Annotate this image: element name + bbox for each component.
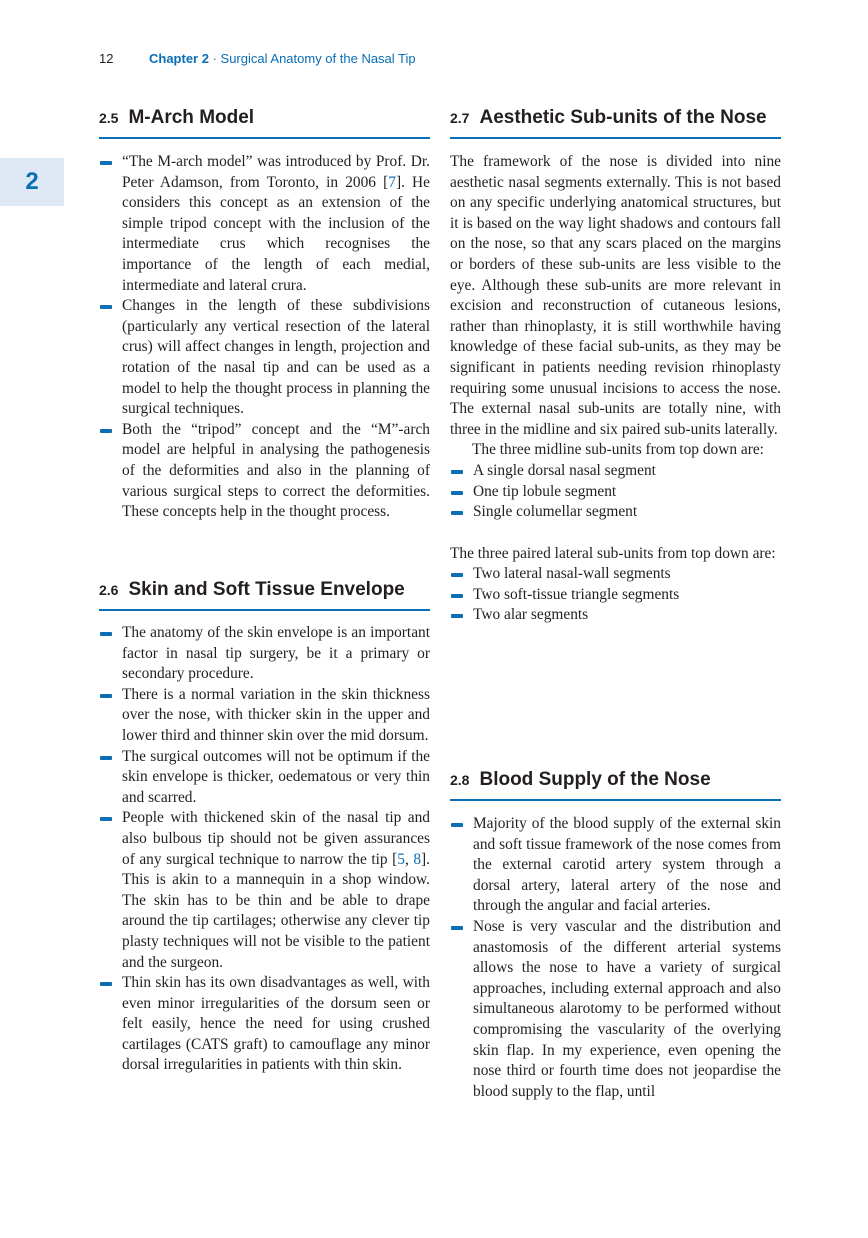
section-title: Blood Supply of the Nose xyxy=(479,769,711,790)
section-body-2-5 xyxy=(99,152,430,523)
midline-list xyxy=(450,461,781,523)
section-body-2-8 xyxy=(450,814,781,1102)
list-item: People with thickened skin of the nasal tip and also bulbous tip should not be given assurances of any surgical technique to narrow the tip [5, 8]. This is akin to a mannequin in a shop window. The skin has to be thin and be able to drape around the tip cartilages; otherwise any clever tip plasty techniques will not be visible to the patient and the surgeon. xyxy=(99,808,430,973)
list-item: “The M-arch model” was introduced by Prof. Dr. Peter Adamson, from Toronto, in 2006 [7]. He considers this concept as an extension of the simple tripod concept with the inclusion of the intermediate crus which recognises the importance of the length of each medial, intermediate and lateral crura. xyxy=(99,152,430,296)
citation-link[interactable]: 8 xyxy=(413,850,422,868)
list-item: There is a normal variation in the skin thickness over the nose, with thicker skin in the upper and lower third and thinner skin over the mid dorsum. xyxy=(99,685,430,747)
page-header xyxy=(99,51,416,66)
section-title: M-Arch Model xyxy=(128,107,255,128)
running-head xyxy=(149,51,416,66)
paired-intro: The three paired lateral sub-units from top down are: xyxy=(450,544,776,562)
chapter-separator: · xyxy=(208,51,221,66)
section-heading-2-6 xyxy=(99,578,430,611)
list-item: Nose is very vascular and the distribution and anastomosis of the different arterial systems allows the nose to have a variety of surgical approaches, including external approach and also simultaneous alarotomy to be performed without compromising the vascularity of the overlying skin flap. In my experience, even opening the nose third or fourth time does not jeopardise the blood supply to the flap, until xyxy=(450,917,781,1102)
list-item: Single columellar segment xyxy=(450,502,781,523)
list-item: Changes in the length of these subdivisions (particularly any vertical resection of the lateral crus) will affect changes in length, projection and rotation of the nasal tip and can be used as a model to help the thought process in planning the surgical techniques. xyxy=(99,296,430,420)
body-paragraph: The framework of the nose is divided into nine aesthetic nasal segments externally. This is not based on any specific underlying anatomical structures, but it is based on the way light shadows and contours fall on the nose, so that any scars placed on the margins or borders of these sub-units are less visible to the eye. Although these sub-units are more relevant in excision and reconstruction of cutaneous lesions, rather than rhinoplasty, it is still worthwhile having knowledge of these facial sub-units, as they may be significant in patients needing revision rhinoplasty requiring some unusual incisions to access the nose. The external nasal sub-units are totally nine, with three in the midline and six paired sub-units laterally. xyxy=(450,153,781,438)
bullet-list xyxy=(450,814,781,1102)
list-item: Two alar segments xyxy=(450,605,781,626)
midline-intro: The three midline sub-units from top down are: xyxy=(472,441,764,459)
section-heading-2-5 xyxy=(99,106,430,139)
list-item: The anatomy of the skin envelope is an important factor in nasal tip surgery, be it a primary or secondary procedure. xyxy=(99,623,430,685)
section-title: Aesthetic Sub-units of the Nose xyxy=(479,107,767,128)
paired-list xyxy=(450,564,781,626)
section-title: Skin and Soft Tissue Envelope xyxy=(128,579,405,600)
chapter-label: Chapter 2 xyxy=(149,51,209,66)
citation-link[interactable]: 5 xyxy=(397,850,405,868)
bullet-list xyxy=(99,623,430,1076)
section-number: 2.8 xyxy=(450,772,470,788)
citation-link[interactable]: 7 xyxy=(388,173,396,191)
section-body-2-6 xyxy=(99,623,430,1076)
section-number: 2.5 xyxy=(99,110,119,126)
bullet-list xyxy=(99,152,430,523)
section-heading-2-7 xyxy=(450,106,781,139)
section-body-2-7 xyxy=(450,152,781,626)
section-number: 2.6 xyxy=(99,582,119,598)
list-item: Both the “tripod” concept and the “M”-arch model are helpful in analysing the pathogenesis of the deformities and also in the planning of various surgical steps to correct the deformities. These concepts help in the thought process. xyxy=(99,420,430,523)
list-item: A single dorsal nasal segment xyxy=(450,461,781,482)
list-item: One tip lobule segment xyxy=(450,482,781,503)
chapter-title: Surgical Anatomy of the Nasal Tip xyxy=(220,51,416,66)
list-item: Two soft-tissue triangle segments xyxy=(450,585,781,606)
page-number: 12 xyxy=(99,51,114,66)
section-heading-2-8 xyxy=(450,768,781,801)
list-item: The surgical outcomes will not be optimum if the skin envelope is thicker, oedematous or very thin and scarred. xyxy=(99,747,430,809)
chapter-tab: 2 xyxy=(0,158,64,206)
list-item: Two lateral nasal-wall segments xyxy=(450,564,781,585)
list-item: Majority of the blood supply of the external skin and soft tissue framework of the nose comes from the external carotid artery system through a dorsal artery, lateral artery of the nose and through the angular and facial arteries. xyxy=(450,814,781,917)
section-number: 2.7 xyxy=(450,110,470,126)
list-item: Thin skin has its own disadvantages as well, with even minor irregularities of the dorsum seen or felt easily, hence the need for using crushed cartilages (CATS graft) to camouflage any minor dorsal irregularities in patients with thin skin. xyxy=(99,973,430,1076)
